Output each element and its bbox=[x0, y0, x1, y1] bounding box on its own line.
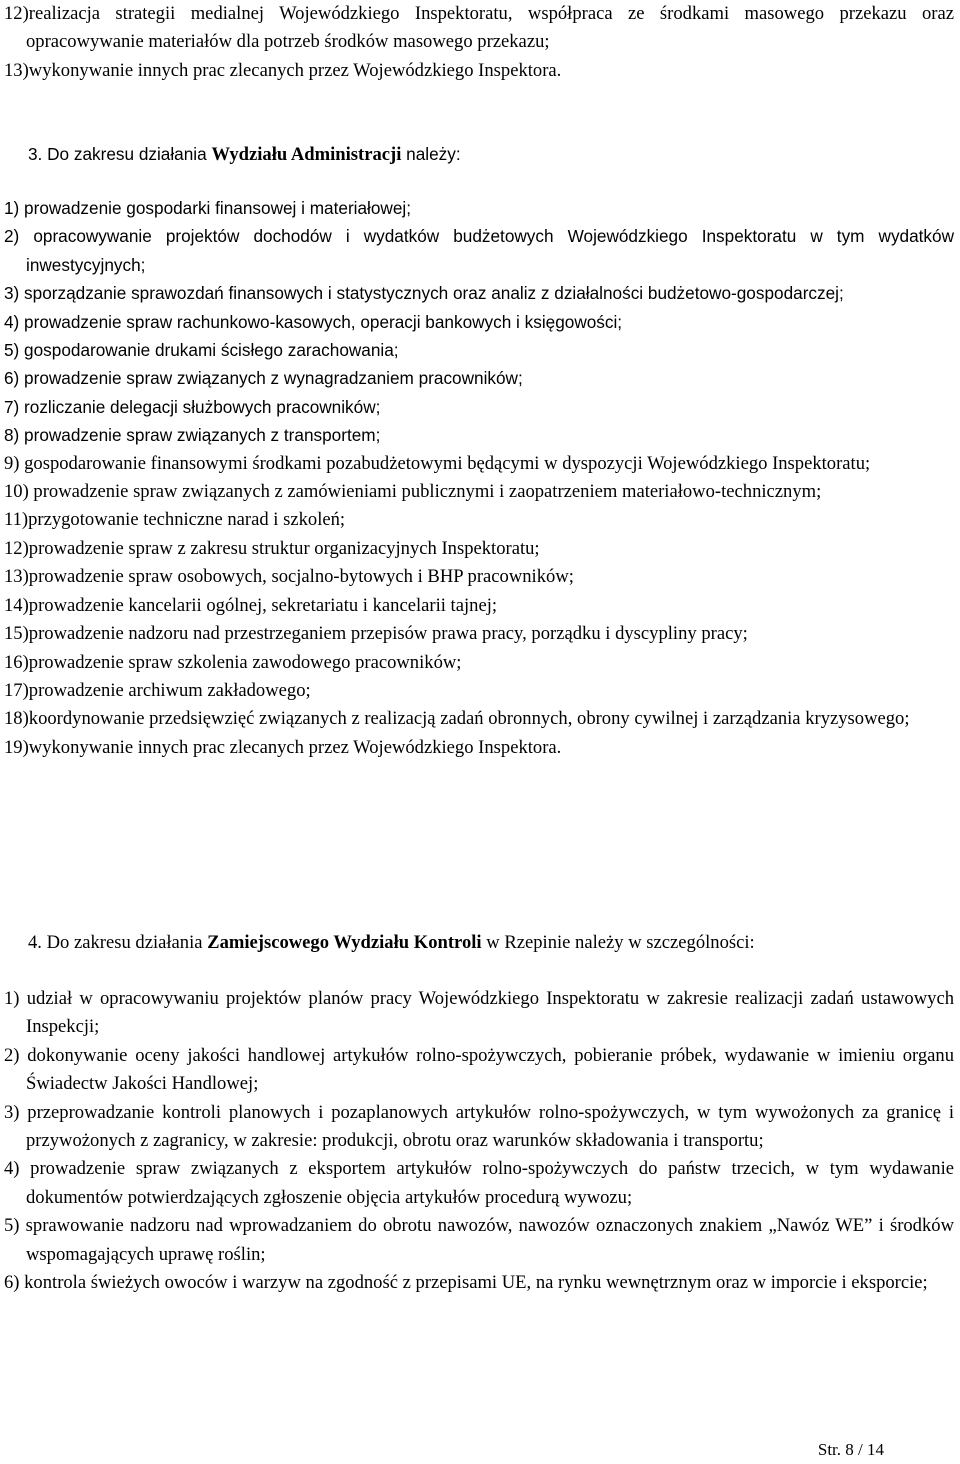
list-item: 13)wykonywanie innych prac zlecanych przez Wojewódzkiego Inspektora. bbox=[4, 59, 562, 81]
list-item: 12)realizacja strategii medialnej Wojewódzkiego Inspektoratu, współpraca ze środkami masowego przekazu oraz opracowywanie materiałów dla potrzeb środków masowego przekazu; bbox=[4, 3, 954, 53]
section3-heading bbox=[28, 140, 954, 169]
list-item: 18)koordynowanie przedsięwzięć związanych z realizacją zadań obronnych, obrony cywilnej i zarządzania kryzysowego; bbox=[4, 708, 910, 730]
heading-text-pre: Do zakresu działania bbox=[47, 144, 207, 164]
list-item: 5) gospodarowanie drukami ścisłego zarachowania; bbox=[4, 340, 399, 361]
list-item: 11)przygotowanie techniczne narad i szkoleń; bbox=[4, 509, 346, 531]
section4-heading bbox=[4, 929, 954, 957]
heading-text-pre: Do zakresu działania bbox=[46, 932, 203, 953]
list-item: 2) opracowywanie projektów dochodów i wydatków budżetowych Wojewódzkiego Inspektoratu w tym wydatków inwestycyjnych; bbox=[4, 226, 954, 275]
list-item: 6) prowadzenie spraw związanych z wynagradzaniem pracowników; bbox=[4, 368, 523, 389]
list-item: 5) sprawowanie nadzoru nad wprowadzaniem do obrotu nawozów, nawozów oznaczonych znakiem „Nawóz WE” i środków wspomagających uprawę roślin; bbox=[4, 1215, 954, 1265]
heading-text-bold: Wydziału Administracji bbox=[211, 144, 402, 165]
list-item: 16)prowadzenie spraw szkolenia zawodowego pracowników; bbox=[4, 651, 462, 673]
heading-text-bold: Zamiejscowego Wydziału Kontroli bbox=[207, 932, 482, 953]
list-item: 10) prowadzenie spraw związanych z zamówieniami publicznymi i zaopatrzeniem materiałowo-technicznym; bbox=[4, 481, 822, 503]
heading-text-post: w Rzepinie należy w szczególności: bbox=[486, 932, 755, 953]
list-item: 7) rozliczanie delegacji służbowych pracowników; bbox=[4, 396, 381, 417]
list-item: 6) kontrola świeżych owoców i warzyw na zgodność z przepisami UE, na rynku wewnętrznym oraz w imporcie i eksporcie; bbox=[4, 1272, 928, 1294]
list-item: 4) prowadzenie spraw rachunkowo-kasowych, operacji bankowych i księgowości; bbox=[4, 311, 623, 332]
section-number: 3. bbox=[28, 144, 43, 164]
page-number: 8 / 14 bbox=[845, 1440, 884, 1459]
list-item: 17)prowadzenie archiwum zakładowego; bbox=[4, 679, 311, 701]
list-item: 2) dokonywanie oceny jakości handlowej artykułów rolno-spożywczych, pobieranie próbek, wydawanie w imieniu organu Świadectw Jakości Handlowej; bbox=[4, 1044, 954, 1095]
section3-list bbox=[4, 194, 954, 762]
list-item: 3) sporządzanie sprawozdań finansowych i statystycznych oraz analiz z działalności budżetowo-gospodarczej; bbox=[4, 283, 844, 304]
heading-text-post: należy: bbox=[406, 144, 461, 164]
list-item: 19)wykonywanie innych prac zlecanych przez Wojewódzkiego Inspektora. bbox=[4, 736, 562, 758]
section-number: 4. bbox=[28, 932, 42, 953]
section4-list bbox=[4, 985, 954, 1297]
page-label: Str. bbox=[817, 1440, 842, 1459]
list-item: 8) prowadzenie spraw związanych z transportem; bbox=[4, 425, 381, 446]
section2-tail bbox=[4, 0, 954, 85]
list-item: 4) prowadzenie spraw związanych z eksportem artykułów rolno-spożywczych do państw trzecich, w tym wydawanie dokumentów potwierdzających zgłoszenie objęcia artykułów procedurą wywozu; bbox=[4, 1158, 954, 1208]
list-item: 14)prowadzenie kancelarii ogólnej, sekretariatu i kancelarii tajnej; bbox=[4, 594, 498, 616]
list-item: 15)prowadzenie nadzoru nad przestrzeganiem przepisów prawa pracy, porządku i dyscypliny pracy; bbox=[4, 623, 748, 645]
list-item: 13)prowadzenie spraw osobowych, socjalno-bytowych i BHP pracowników; bbox=[4, 566, 574, 588]
list-item: 12)prowadzenie spraw z zakresu struktur organizacyjnych Inspektoratu; bbox=[4, 537, 540, 559]
list-item: 1) prowadzenie gospodarki finansowej i materiałowej; bbox=[4, 198, 411, 218]
list-item: 9) gospodarowanie finansowymi środkami pozabudżetowymi będącymi w dyspozycji Wojewódzkiego Inspektoratu; bbox=[4, 452, 871, 474]
list-item: 3) przeprowadzanie kontroli planowych i pozaplanowych artykułów rolno-spożywczych, w tym wywożonych za granicę i przywożonych z zagranicy, w zakresie: produkcji, obrotu oraz warunków składowania i transportu; bbox=[4, 1101, 954, 1152]
list-item: 1) udział w opracowywaniu projektów planów pracy Wojewódzkiego Inspektoratu w zakresie realizacji zadań ustawowych Inspekcji; bbox=[4, 988, 954, 1038]
